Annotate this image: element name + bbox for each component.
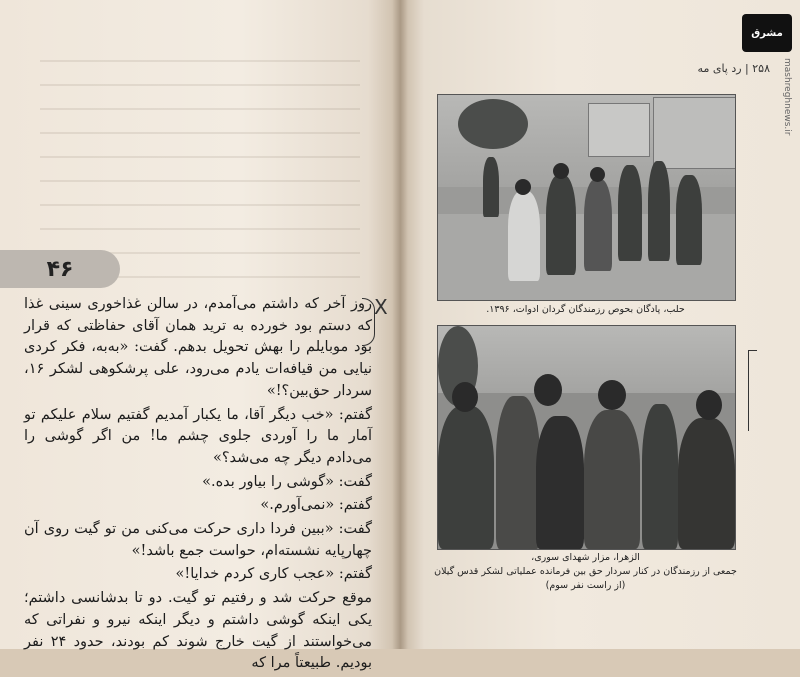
soldier-figure [584, 410, 640, 549]
pen-x-mark: X [374, 295, 388, 319]
face-shape [553, 163, 569, 179]
photo-sky [438, 326, 735, 393]
logo-text: مشرق [751, 27, 783, 39]
soldier-figure [508, 191, 540, 281]
paragraph: گفتم: «عجب کاری کردم خدایا!» [175, 566, 372, 583]
face-shape [515, 179, 531, 195]
pen-margin-mark [748, 350, 757, 431]
site-watermark: mashreghnews.ir [782, 58, 792, 136]
paragraph: گفت: «گوشی را بیاور بده.» [202, 473, 372, 490]
paragraph: گفت: «ببین فردا داری حرکت می‌کنی من تو گیت روی آن چهارپایه نشسته‌ام، حواست جمع باشد!» [24, 521, 372, 559]
book-gutter [392, 0, 408, 649]
soldier-figure [676, 175, 702, 265]
building-shape [588, 103, 650, 157]
caption-line: الزهرا، مزار شهدای سوری، [531, 552, 640, 563]
soldier-figure [642, 404, 678, 549]
mashregh-logo [742, 14, 792, 52]
photo-soldiers-courtyard [437, 94, 736, 301]
soldier-figure [584, 179, 612, 271]
paragraph: روز آخر که داشتم می‌آمدم، در سالن غذاخوری سینی غذا که دستم بود خورده به ترید همان آقای حفاظتی که قرار بود موبایلم را بهش تحویل بدهم. گفت: «به‌به، فکر کردی نیایی من قیافه‌ات یادم می‌رود، علی پرشکوهی لشکر ۱۶، سردار حق‌بین؟!» [24, 296, 372, 399]
body-text [24, 294, 372, 677]
face-shape [696, 390, 722, 420]
chapter-number: ۴۶ [46, 256, 74, 282]
face-shape [598, 380, 626, 410]
soldier-figure [648, 161, 670, 261]
face-shape [534, 374, 562, 406]
soldier-figure [536, 416, 584, 549]
soldier-figure [438, 406, 494, 549]
soldier-figure [618, 165, 642, 261]
bleed-through-text [40, 60, 360, 280]
photo-caption-1: حلب، پادگان بحوص رزمندگان گردان ادوات، ۱۳۹۶. [486, 304, 685, 315]
face-shape [452, 382, 478, 412]
building-shape [653, 97, 736, 169]
face-shape [590, 167, 605, 182]
soldier-figure [678, 418, 735, 549]
paragraph: گفتم: «نمی‌آورم.» [260, 497, 372, 514]
soldier-figure [546, 175, 576, 275]
soldier-figure [483, 157, 499, 217]
paragraph: موقع حرکت شد و رفتیم تو گیت. دو تا بدشانسی داشتم؛ یکی اینکه گوشی داشتم و دیگر اینکه نیرو و نفراتی که می‌خواستند از گیت خارج شوند کم بودند، حدود ۲۴ نفر بودیم. طبیعتاً مرا که [24, 590, 373, 672]
photo-caption-2 [434, 551, 737, 593]
chapter-tab [0, 250, 120, 288]
left-page [0, 0, 400, 672]
soldier-figure [496, 396, 540, 549]
caption-line: جمعی از رزمندگان در کنار سردار حق بین فرمانده عملیاتی لشکر قدس گیلان (از راست نفر سوم) [434, 566, 737, 591]
photo-soldiers-group [437, 325, 736, 550]
paragraph: گفتم: «خب دیگر آقا، ما یکبار آمدیم گفتیم سلام علیکم تو آمار ما را آوردی جلوی چشم ما! من اگر گوشی را می‌دادم دیگر چه می‌شد؟» [24, 406, 372, 466]
running-head: ۲۵۸ | رد پای مه [697, 62, 770, 75]
tree-shape [458, 99, 528, 149]
